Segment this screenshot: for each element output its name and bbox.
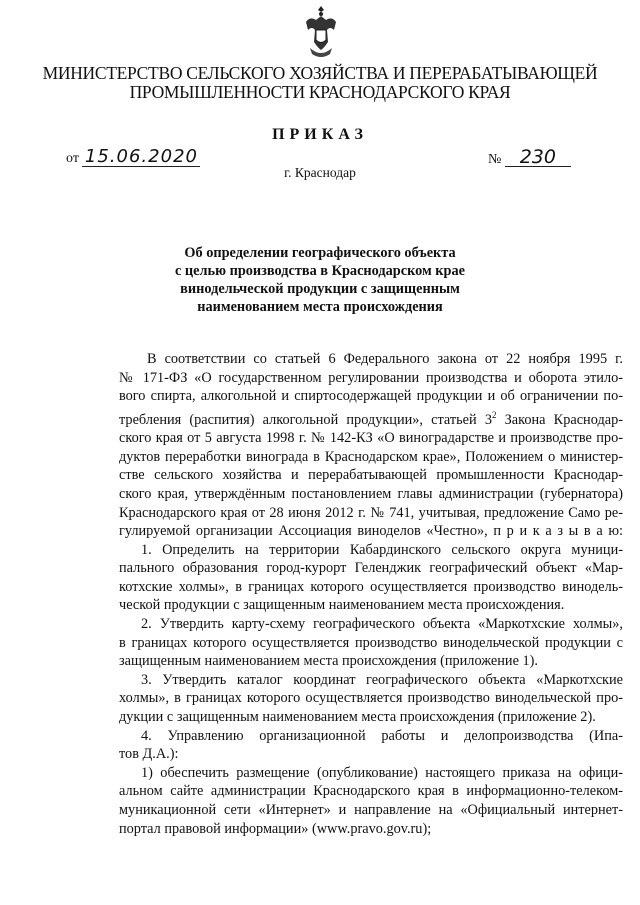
body-line: № 171-ФЗ «О государственном регулировании производства и оборота этило- [119,369,623,386]
number-value: 230 [505,148,571,167]
body-line: гулируемой организации Ассоциация виноделов «Честно», п р и к а з ы в а ю: [119,523,623,540]
order-subject [150,244,490,316]
body-line: ческой продукции с защищенным наименованием места происхождения. [119,597,565,614]
date-value: 15.06.2020 [82,148,200,167]
body-line: в границах которого осуществляется производство винодельческой продукции с [119,634,623,651]
body-line [119,406,623,429]
order-title: ПРИКАЗ [272,126,368,143]
body-line: 1) обеспечить размещение (опубликование) настоящего приказа на офици- [141,764,623,781]
body-line: ского края, утверждённым постановлением главы администрации (губернатора) [119,485,623,502]
body-line: муникационной сети «Интернет» и направление на «Официальный интернет- [119,802,623,819]
body-line: В соответствии со статьей 6 Федерального закона от 22 ноября 1995 г. [147,351,623,367]
body-line: защищенным наименованием места происхождения (приложение 1). [119,653,538,670]
body-line: Краснодарского края от 28 июня 2012 г. № 741, учитывая, предложение Само ре- [119,504,623,521]
subject-line: наименованием места происхождения [197,299,443,315]
body-text: Закона Краснодар- [496,411,623,428]
body-line: дукции с защищенным наименованием места происхождения (приложение 2). [119,709,596,726]
body-line: пального образования город-курорт Геленджик географический объект «Мар- [119,560,623,577]
order-body [119,350,623,838]
body-line: тов Д.А.): [119,746,179,763]
body-line: 2. Утвердить карту-схему географического объекта «Маркотхские холмы», [141,616,623,633]
body-line: альном сайте администрации Краснодарского края в информационно-телеком- [119,783,623,800]
number-prefix: № [488,152,502,167]
body-line: 1. Определить на территории Кабардинского сельского округа муници- [141,541,623,558]
body-line: вого спирта, алкогольной и спиртосодержащей продукции и об ограничении по- [119,388,623,405]
body-line: ского края от 5 августа 1998 г. № 142-КЗ «О виноградарстве и производстве про- [119,430,623,447]
body-line: 3. Утвердить каталог координат географического объекта «Маркотхские [141,671,623,688]
ministry-name-line-1: МИНИСТЕРСТВО СЕЛЬСКОГО ХОЗЯЙСТВА И ПЕРЕРАБАТЫВАЮЩЕЙ [42,63,598,83]
body-line: 4. Управлению организационной работы и делопроизводства (Ипа- [141,727,623,744]
subject-line: винодельческой продукции с защищенным [180,281,460,297]
ministry-header [40,64,600,102]
ministry-name-line-2: ПРОМЫШЛЕННОСТИ КРАСНОДАРСКОГО КРАЯ [129,82,511,102]
subject-line: с целью производства в Краснодарском крае [175,263,465,279]
body-line: дуктов переработки винограда в Краснодарском крае», Положением о министер- [119,448,623,465]
superscript: 2 [491,409,497,420]
order-city: г. Краснодар [284,165,356,180]
coat-of-arms-emblem [300,4,342,60]
subject-line: Об определении географического объекта [184,245,456,261]
body-line: котхские холмы», в границах которого осуществляется производство винодель- [119,578,623,595]
body-text: требления (распития) алкогольной продукции», статьей 3 [119,411,492,428]
body-line: стве сельского хозяйства и перерабатывающей промышленности Краснодар- [119,467,623,484]
date-prefix: от [66,151,79,166]
body-line: холмы», в границах которого осуществляется производство винодельческой про- [119,690,623,707]
body-line: портал правовой информации» (www.pravo.gov.ru); [119,820,432,837]
